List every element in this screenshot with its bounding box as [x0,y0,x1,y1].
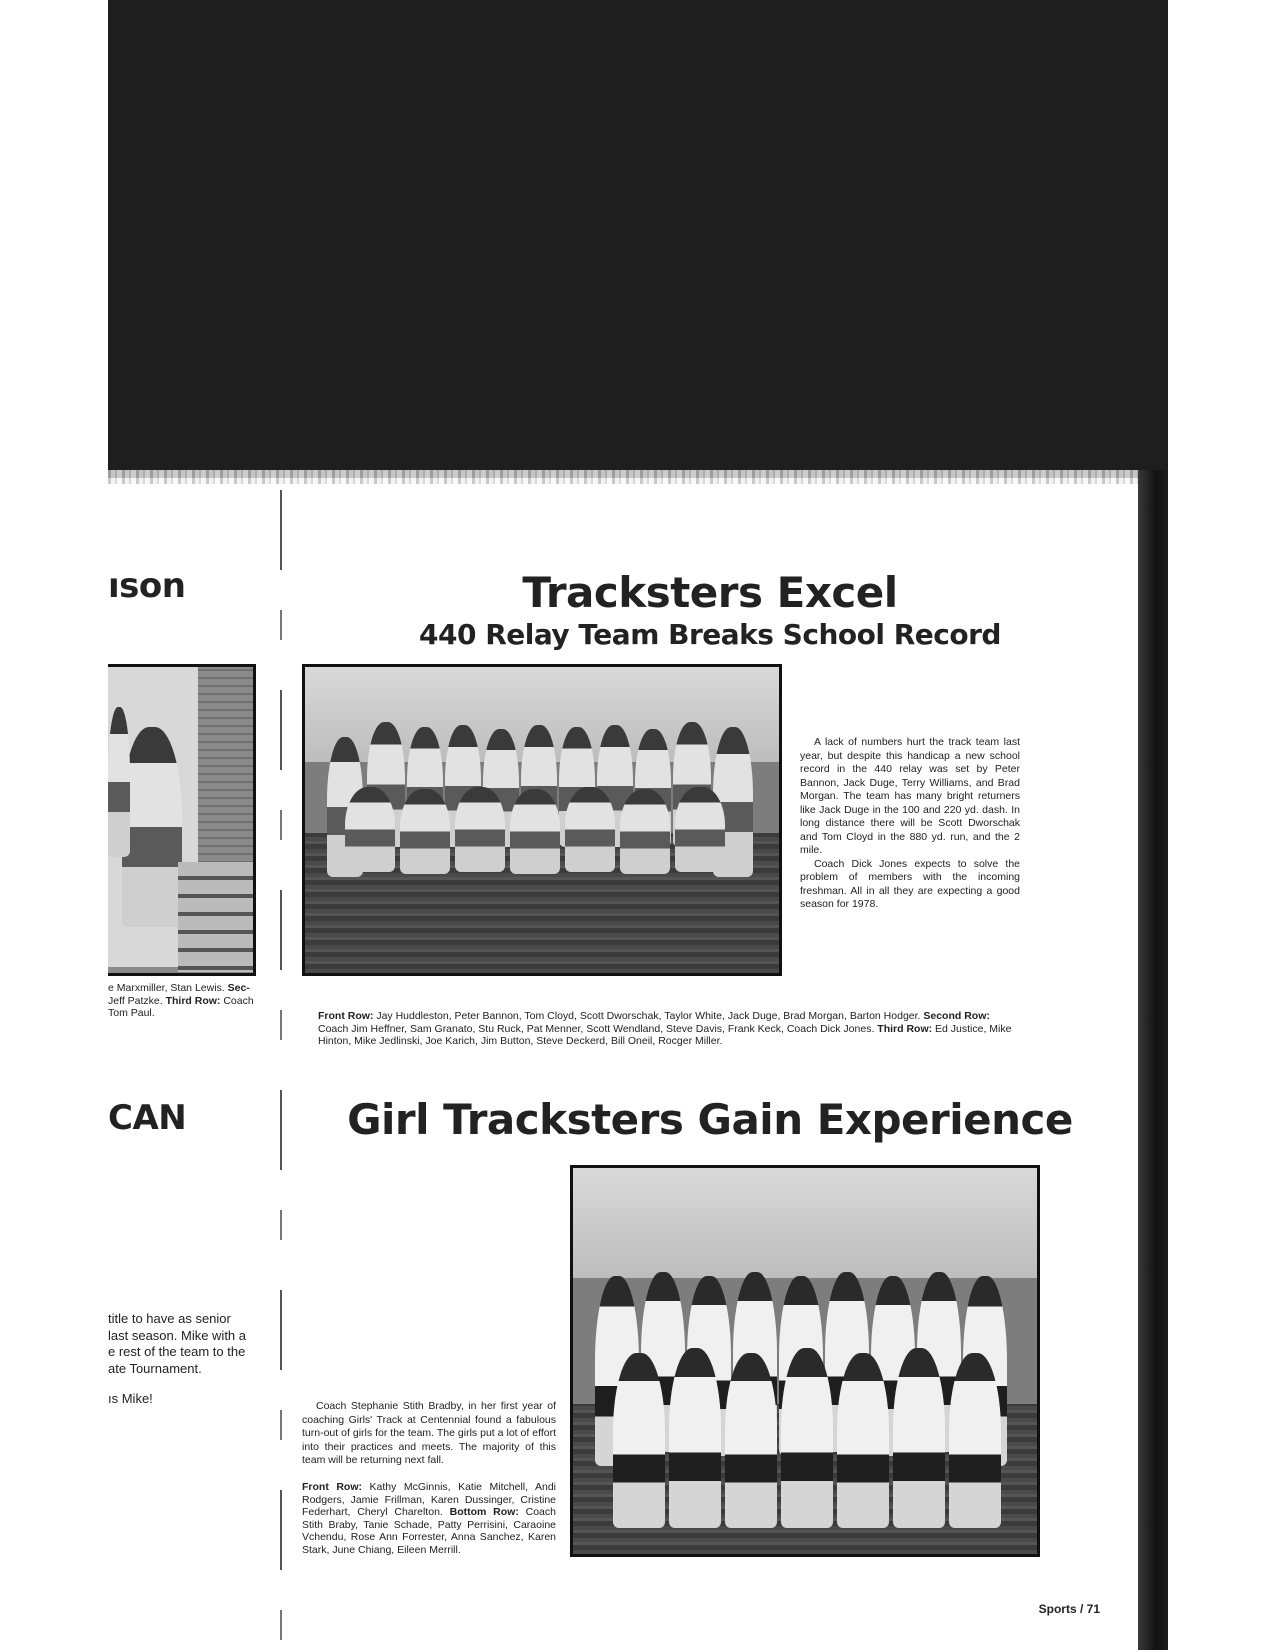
scan-dark-area [108,0,1168,478]
girls-photo-caption: Front Row: Kathy McGinnis, Katie Mitchell, Andi Rodgers, Jamie Frillman, Karen Dussinger, Cristine Federhart, Cheryl Charelton. Bottom Row: Coach Stith Braby, Tanie Schade, Patty Perrisini, Caraoine Vchendu, Rose Ann Forrester, Anna Sanchez, Karen Stark, June Chiang, Eileen Merrill. [302,1481,556,1556]
boys-story-paragraph: Coach Dick Jones expects to solve the problem of members with the incoming freshman. All in all they are expecting a good season for 1978. [800,857,1020,910]
left-page-body [108,1311,258,1408]
girls-title: Girl Tracksters Gain Experience [347,1095,1073,1144]
left-page-caption: e Marxmiller, Stan Lewis. Sec- Jeff Patzke. Third Row: Coach Tom Paul. [108,982,254,1019]
girls-story-paragraph: Coach Stephanie Stith Bradby, in her first year of coaching Girls' Track at Centennial found a fabulous turn-out of girls for the team. The girls put a lot of effort into their practices and meets. The majority of this team will be returning next fall. [302,1400,556,1466]
left-page-heading-top: ıson [108,566,186,606]
page-folio: Sports / 71 [1038,1602,1100,1616]
left-body-closing: ıs Mike! [108,1391,153,1406]
scan-right-edge [1138,470,1168,1650]
boys-subtitle: 440 Relay Team Breaks School Record [419,618,1001,651]
left-page-photo [108,664,256,976]
page-top-edge [108,470,1148,484]
girls-team-photo [570,1165,1040,1557]
left-page-heading-mid: CAN [108,1098,187,1138]
boys-story [800,736,1020,912]
girls-story [302,1400,556,1468]
boys-photo-caption: Front Row: Jay Huddleston, Peter Bannon, Tom Cloyd, Scott Dworschak, Taylor White, Jack Duge, Brad Morgan, Barton Hodger. Second Row: Coach Jim Heffner, Sam Granato, Stu Ruck, Pat Menner, Scott Wendland, Steve Davis, Frank Keck, Coach Dick Jones. Third Row: Ed Justice, Mike Hinton, Mike Jedlinski, Joe Karich, Jim Button, Steve Deckerd, Bill Oneil, Rocger Miller. [318,1010,1012,1047]
page-gutter [280,490,282,1650]
left-body-line: last season. Mike with a [108,1327,247,1343]
boys-team-photo [302,664,782,976]
left-body-line: ate Tournament. [108,1360,202,1376]
left-body-line: e rest of the team to the [108,1344,246,1359]
left-body-line: title to have as senior [108,1311,231,1326]
boys-story-paragraph: A lack of numbers hurt the track team last year, but despite this handicap a new school record in the 440 relay was set by Peter Bannon, Jack Duge, Terry Williams, and Brad Morgan. The team has many bright returners like Jack Duge in the 100 and 220 yd. dash. In long distance there will be Scott Dworschak and Tom Cloyd in the 880 yd. run, and the 2 mile. [800,736,1020,856]
boys-title: Tracksters Excel [522,568,898,617]
